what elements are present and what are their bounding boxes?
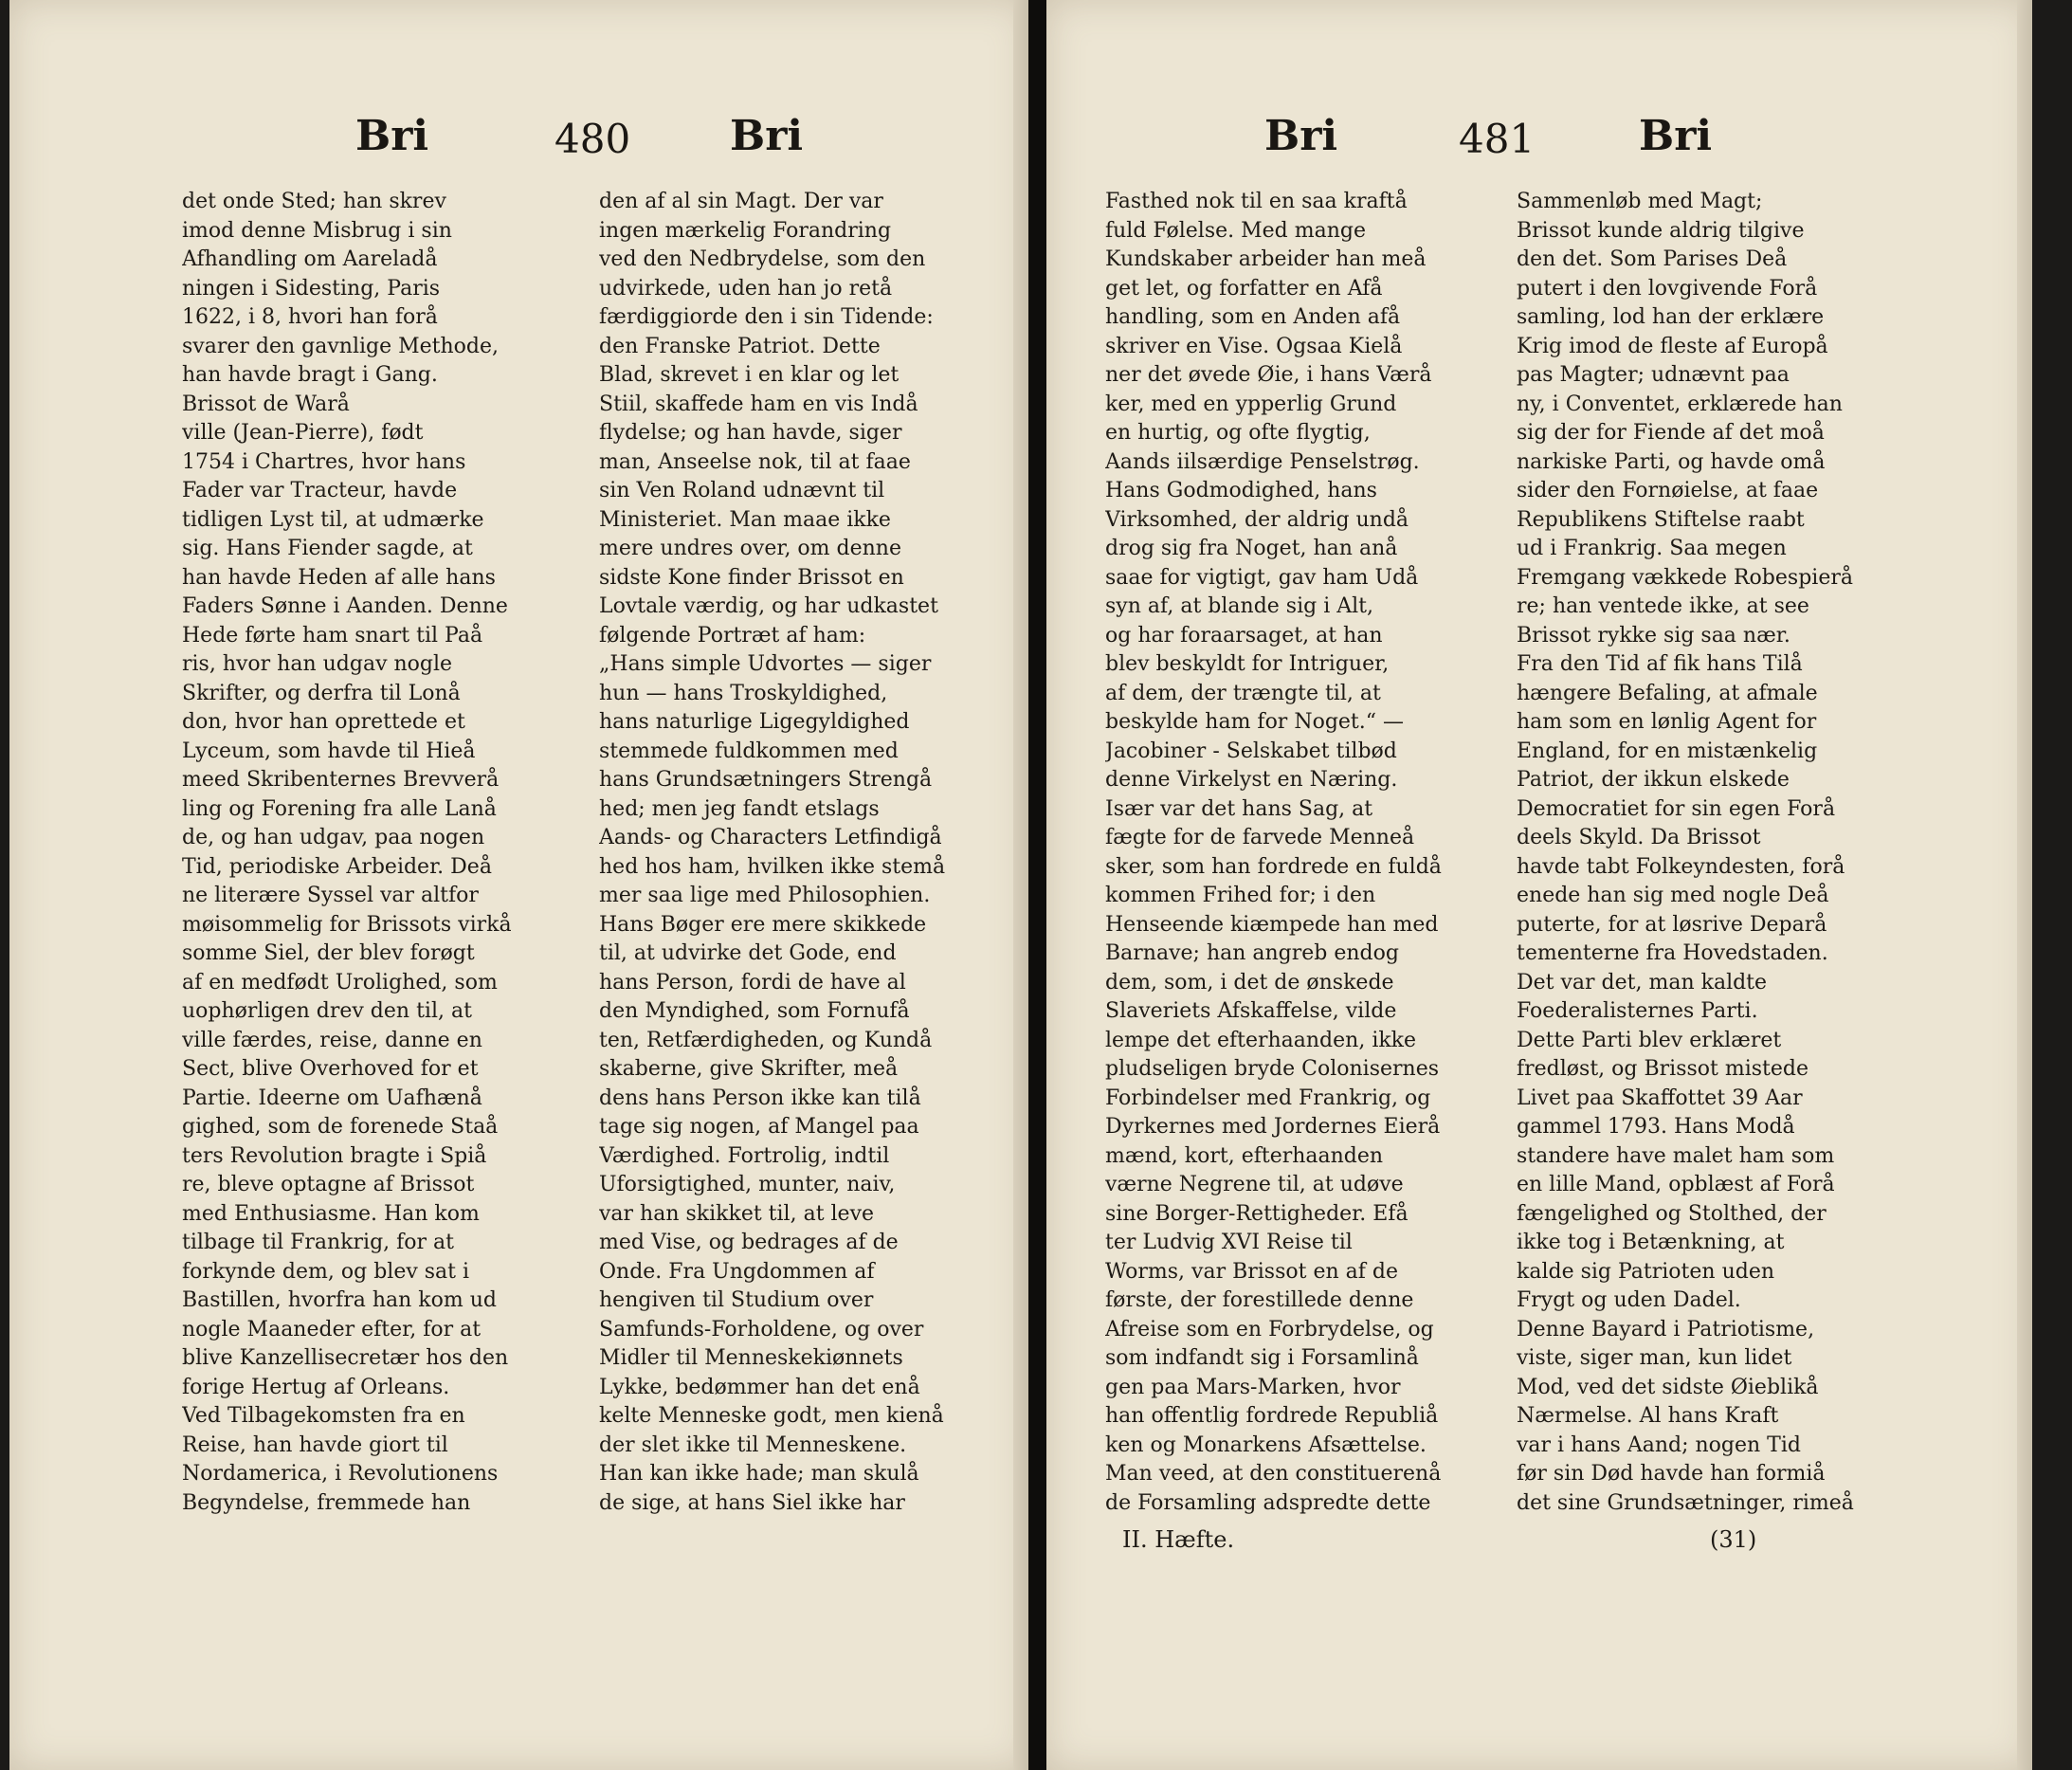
text-line: sig. Hans Fiender sagde, at — [182, 537, 473, 560]
text-line: sig der for Fiende af det moå — [1517, 421, 1825, 445]
text-line: som indfandt sig i Forsamlinå — [1105, 1346, 1419, 1370]
text-line: re; han ventede ikke, at see — [1517, 594, 1809, 618]
text-line: Livet paa Skaffottet 39 Aar — [1517, 1086, 1803, 1110]
text-line: det sine Grundsætninger, rimeå — [1517, 1490, 1854, 1515]
text-line: samling, lod han der erklære — [1517, 305, 1825, 329]
text-line: ne literære Syssel var altfor — [182, 884, 479, 907]
text-line: 1622, i 8, hvori han forå — [182, 305, 438, 329]
text-line: pas Magter; udnævnt paa — [1517, 363, 1790, 387]
text-line: lempe det efterhaanden, ikke — [1105, 1028, 1417, 1052]
text-line: ny, i Conventet, erklærede han — [1517, 392, 1843, 416]
text-line: hængere Befaling, at afmale — [1517, 681, 1818, 705]
text-line: uophørligen drev den til, at — [182, 999, 472, 1023]
text-line: Patriot, der ikkun elskede — [1517, 768, 1790, 792]
text-line: don, hvor han oprettede et — [182, 710, 465, 734]
text-line: gighed, som de forenede Staå — [182, 1115, 499, 1139]
text-line: forkynde dem, og blev sat i — [182, 1259, 470, 1284]
text-line: skaberne, give Skrifter, meå — [599, 1057, 899, 1081]
text-line: Foederalisternes Parti. — [1517, 999, 1758, 1023]
text-line: Ved Tilbagekomsten fra en — [182, 1404, 465, 1428]
text-line: imod denne Misbrug i sin — [182, 218, 452, 243]
text-line: ville færdes, reise, danne en — [182, 1028, 482, 1052]
text-line: fængelighed og Stolthed, der — [1517, 1201, 1827, 1226]
text-line: den Myndighed, som Fornufå — [599, 999, 910, 1023]
book-gutter — [1028, 0, 1046, 1770]
text-column-right — [599, 188, 978, 1518]
text-line: Virksomhed, der aldrig undå — [1105, 507, 1409, 532]
text-line: nogle Maaneder efter, for at — [182, 1317, 482, 1341]
text-line: 1754 i Chartres, hvor hans — [182, 449, 466, 474]
text-line: enede han sig med nogle Deå — [1517, 884, 1829, 907]
text-line: sker, som han fordrede en fuldå — [1105, 854, 1442, 879]
text-line: Afreise som en Forbrydelse, og — [1105, 1317, 1434, 1341]
text-line: Nordamerica, i Revolutionens — [182, 1462, 499, 1486]
text-line: kalde sig Patrioten uden — [1517, 1259, 1775, 1284]
text-line: re, bleve optagne af Brissot — [182, 1173, 475, 1196]
text-line: putert i den lovgivende Forå — [1517, 276, 1818, 301]
text-line: han offentlig fordrede Republiå — [1105, 1404, 1439, 1428]
page-edge — [1013, 0, 1028, 1770]
text-line: Lyceum, som havde til Hieå — [182, 739, 476, 763]
text-line: sine Borger-Rettigheder. Efå — [1105, 1201, 1409, 1226]
text-line: dem, som, i det de ønskede — [1105, 970, 1394, 994]
text-line: puterte, for at løsrive Deparå — [1517, 912, 1827, 937]
text-line: deels Skyld. Da Brissot — [1517, 826, 1761, 849]
text-line: Nærmelse. Al hans Kraft — [1517, 1404, 1779, 1428]
text-line: kelte Menneske godt, men kienå — [599, 1404, 944, 1428]
text-line: Dyrkernes med Jordernes Eierå — [1105, 1115, 1441, 1139]
text-line: havde tabt Folkeyndesten, forå — [1517, 854, 1845, 879]
text-line: gammel 1793. Hans Modå — [1517, 1115, 1795, 1139]
text-line: det onde Sted; han skrev — [182, 190, 446, 213]
text-line: Bastillen, hvorfra han kom ud — [182, 1288, 497, 1312]
text-line: han havde Heden af alle hans — [182, 565, 496, 590]
text-line: Hede førte ham snart til Paå — [182, 623, 483, 648]
text-line: skriver en Vise. Ogsaa Kielå — [1105, 334, 1403, 358]
text-line: kommen Frihed for; i den — [1105, 884, 1376, 907]
text-line: Republikens Stiftelse raabt — [1517, 507, 1805, 532]
text-line: ingen mærkelig Forandring — [599, 218, 892, 243]
running-head-right: Bri — [1639, 112, 1713, 160]
text-column-right — [1517, 188, 1905, 1518]
text-line: Han kan ikke hade; man skulå — [599, 1462, 919, 1486]
text-line: de Forsamling adspredte dette — [1105, 1490, 1431, 1515]
text-line: Brissot kunde aldrig tilgive — [1517, 218, 1805, 243]
text-line: Kundskaber arbeider han meå — [1105, 247, 1427, 271]
text-line: viste, siger man, kun lidet — [1517, 1346, 1792, 1370]
text-line: Aands iilsærdige Penselstrøg. — [1105, 449, 1420, 474]
text-line: de, og han udgav, paa nogen — [182, 826, 485, 849]
text-line: Begyndelse, fremmede han — [182, 1490, 471, 1515]
text-line: den af al sin Magt. Der var — [599, 190, 883, 213]
text-line: Tid, periodiske Arbeider. Deå — [182, 854, 492, 879]
text-line: Fremgang vækkede Robespierå — [1517, 565, 1853, 590]
text-line: blev beskyldt for Intriguer, — [1105, 652, 1390, 676]
text-line: ud i Frankrig. Saa megen — [1517, 537, 1787, 560]
text-line: England, for en mistænkelig — [1517, 739, 1818, 763]
sheet-number: (31) — [1710, 1526, 1757, 1553]
text-line: en lille Mand, opblæst af Forå — [1517, 1173, 1835, 1196]
text-column-left — [182, 188, 571, 1518]
text-line: ner det øvede Øie, i hans Værå — [1105, 363, 1432, 387]
text-line: med Vise, og bedrages af de — [599, 1231, 899, 1254]
text-line: somme Siel, der blev forøgt — [182, 941, 475, 965]
text-column-left — [1105, 188, 1494, 1518]
text-line: fredløst, og Brissot mistede — [1517, 1057, 1809, 1081]
text-line: og har foraarsaget, at han — [1105, 623, 1383, 648]
text-line: Afhandling om Aareladå — [182, 247, 438, 271]
text-line: Blad, skrevet i en klar og let — [599, 363, 900, 387]
text-line: Skrifter, og derfra til Lonå — [182, 681, 461, 705]
text-line: hengiven til Studium over — [599, 1288, 874, 1312]
text-line: ham som en lønlig Agent for — [1517, 710, 1817, 734]
text-line: Hans Godmodighed, hans — [1105, 479, 1377, 502]
text-line: Mod, ved det sidste Øieblikå — [1517, 1375, 1819, 1399]
text-line: tilbage til Frankrig, for at — [182, 1231, 454, 1254]
text-line: standere have malet ham som — [1517, 1143, 1835, 1168]
text-line: sidste Kone finder Brissot en — [599, 565, 904, 590]
text-line: Forbindelser med Frankrig, og — [1105, 1086, 1431, 1110]
text-line: „Hans simple Udvortes — siger — [599, 652, 932, 676]
text-line: mer saa lige med Philosophien. — [599, 884, 931, 907]
text-line: Sect, blive Overhoved for et — [182, 1057, 479, 1081]
text-line: Jacobiner - Selskabet tilbød — [1105, 739, 1397, 763]
text-line: Democratiet for sin egen Forå — [1517, 796, 1836, 821]
text-line: ved den Nedbrydelse, som den — [599, 247, 926, 271]
text-line: gen paa Mars-Marken, hvor — [1105, 1375, 1401, 1399]
text-line: ikke tog i Betænkning, at — [1517, 1231, 1785, 1254]
text-line: syn af, at blande sig i Alt, — [1105, 594, 1373, 618]
page-number: 481 — [1459, 116, 1536, 162]
text-line: hans Person, fordi de have al — [599, 970, 906, 994]
text-line: Uforsigtighed, munter, naiv, — [599, 1173, 896, 1196]
text-line: Dette Parti blev erklæret — [1517, 1028, 1782, 1052]
text-line: udvirkede, uden han jo retå — [599, 276, 893, 301]
text-line: Onde. Fra Ungdommen af — [599, 1259, 875, 1284]
running-head-right: Bri — [730, 112, 804, 160]
text-line: Det var det, man kaldte — [1517, 970, 1768, 994]
text-line: Krig imod de fleste af Europå — [1517, 334, 1828, 358]
text-line: Lovtale værdig, og har udkastet — [599, 594, 938, 618]
text-line: første, der forestillede denne — [1105, 1288, 1414, 1312]
text-line: fægte for de farvede Menneå — [1105, 826, 1415, 849]
text-line: Brissot rykke sig saa nær. — [1517, 623, 1790, 648]
text-line: var han skikket til, at leve — [599, 1201, 875, 1226]
text-line: Worms, var Brissot en af de — [1105, 1259, 1398, 1284]
page-number: 480 — [554, 116, 631, 162]
text-line: handling, som en Anden afå — [1105, 305, 1401, 329]
text-line: Fader var Tracteur, havde — [182, 479, 458, 502]
text-line: Barnave; han angreb endog — [1105, 941, 1399, 965]
text-line: til, at udvirke det Gode, end — [599, 941, 897, 965]
left-page — [9, 0, 1028, 1770]
text-line: af en medfødt Urolighed, som — [182, 970, 498, 994]
text-line: fuld Følelse. Med mange — [1105, 218, 1366, 243]
text-line: ken og Monarkens Afsættelse. — [1105, 1432, 1427, 1457]
text-line: Man veed, at den constituerenå — [1105, 1462, 1442, 1486]
text-line: Fasthed nok til en saa kraftå — [1105, 190, 1408, 213]
text-line: Reise, han havde giort til — [182, 1432, 448, 1457]
text-line: tementerne fra Hovedstaden. — [1517, 941, 1828, 965]
text-line: Faders Sønne i Aanden. Denne — [182, 594, 508, 618]
text-line: mænd, kort, efterhaanden — [1105, 1143, 1384, 1168]
text-line: Værdighed. Fortrolig, indtil — [599, 1143, 890, 1168]
text-line: ter Ludvig XVI Reise til — [1105, 1231, 1353, 1254]
text-line: ten, Retfærdigheden, og Kundå — [599, 1028, 933, 1052]
text-line: hans Grundsætningers Strengå — [599, 768, 933, 792]
text-line: blive Kanzellisecretær hos den — [182, 1346, 509, 1370]
text-line: Frygt og uden Dadel. — [1517, 1288, 1741, 1312]
text-line: ling og Forening fra alle Lanå — [182, 796, 497, 821]
text-line: Hans Bøger ere mere skikkede — [599, 912, 927, 937]
text-line: Partie. Ideerne om Uafhænå — [182, 1086, 482, 1110]
text-line: Henseende kiæmpede han med — [1105, 912, 1439, 937]
text-line: get let, og forfatter en Afå — [1105, 276, 1383, 301]
text-line: forige Hertug af Orleans. — [182, 1375, 450, 1399]
running-head-left: Bri — [355, 112, 429, 160]
text-line: den det. Som Parises Deå — [1517, 247, 1788, 271]
signature-mark: II. Hæfte. — [1122, 1526, 1235, 1553]
right-page — [1046, 0, 2032, 1770]
text-line: Fra den Tid af fik hans Tilå — [1517, 652, 1803, 676]
text-line: før sin Død havde han formiå — [1517, 1462, 1826, 1486]
text-line: dens hans Person ikke kan tilå — [599, 1086, 921, 1110]
text-line: denne Virkelyst en Næring. — [1105, 768, 1398, 792]
text-line: følgende Portræt af ham: — [599, 623, 866, 648]
text-line: svarer den gavnlige Methode, — [182, 334, 500, 358]
text-line: hans naturlige Ligegyldighed — [599, 710, 910, 734]
text-line: af dem, der trængte til, at — [1105, 681, 1381, 705]
text-line: stemmede fuldkommen med — [599, 739, 899, 763]
text-line: de sige, at hans Siel ikke har — [599, 1490, 905, 1515]
text-line: ters Revolution bragte i Spiå — [182, 1143, 487, 1168]
text-line: hun — hans Troskyldighed, — [599, 681, 888, 705]
text-line: med Enthusiasme. Han kom — [182, 1201, 480, 1226]
text-line: ningen i Sidesting, Paris — [182, 276, 441, 301]
text-line: ris, hvor han udgav nogle — [182, 652, 453, 676]
running-head-left: Bri — [1264, 112, 1338, 160]
text-line: møisommelig for Brissots virkå — [182, 912, 512, 937]
text-line: hed hos ham, hvilken ikke stemå — [599, 854, 946, 879]
page-edge — [2017, 0, 2032, 1770]
text-line: drog sig fra Noget, han anå — [1105, 537, 1398, 560]
text-line: Lykke, bedømmer han det enå — [599, 1375, 920, 1399]
text-line: man, Anseelse nok, til at faae — [599, 449, 911, 474]
text-line: var i hans Aand; nogen Tid — [1517, 1432, 1801, 1457]
text-line: Denne Bayard i Patriotisme, — [1517, 1317, 1815, 1341]
text-line: en hurtig, og ofte flygtig, — [1105, 421, 1371, 445]
text-line: Aands- og Characters Letfindigå — [599, 826, 942, 849]
text-line: Samfunds-Forholdene, og over — [599, 1317, 924, 1341]
text-line: Slaveriets Afskaffelse, vilde — [1105, 999, 1397, 1023]
text-line: ville (Jean-Pierre), født — [182, 421, 424, 445]
text-line: tidligen Lyst til, at udmærke — [182, 507, 484, 532]
text-line: ker, med en ypperlig Grund — [1105, 392, 1397, 416]
text-line: Ministeriet. Man maae ikke — [599, 507, 891, 532]
text-line: hed; men jeg fandt etslags — [599, 796, 880, 821]
text-line: saae for vigtigt, gav ham Udå — [1105, 565, 1419, 590]
text-line: pludseligen bryde Colonisernes — [1105, 1057, 1440, 1081]
text-line: han havde bragt i Gang. — [182, 363, 438, 387]
text-line: sin Ven Roland udnævnt til — [599, 479, 885, 502]
text-line: meed Skribenternes Brevverå — [182, 768, 500, 792]
text-line: den Franske Patriot. Dette — [599, 334, 881, 358]
text-line: Midler til Menneskekiønnets — [599, 1346, 903, 1370]
text-line: flydelse; og han havde, siger — [599, 421, 902, 445]
text-line: Brissot de Warå — [182, 392, 350, 416]
text-line: færdiggiorde den i sin Tidende: — [599, 305, 934, 329]
text-line: Sammenløb med Magt; — [1517, 190, 1763, 213]
text-line: der slet ikke til Menneskene. — [599, 1432, 907, 1457]
text-line: Især var det hans Sag, at — [1105, 796, 1373, 821]
text-line: sider den Fornøielse, at faae — [1517, 479, 1819, 502]
text-line: mere undres over, om denne — [599, 537, 901, 560]
text-line: narkiske Parti, og havde omå — [1517, 449, 1826, 474]
text-line: Stiil, skaffede ham en vis Indå — [599, 392, 918, 416]
text-line: beskylde ham for Noget.“ — — [1105, 710, 1404, 734]
text-line: tage sig nogen, af Mangel paa — [599, 1115, 919, 1139]
text-line: værne Negrene til, at udøve — [1105, 1173, 1404, 1196]
